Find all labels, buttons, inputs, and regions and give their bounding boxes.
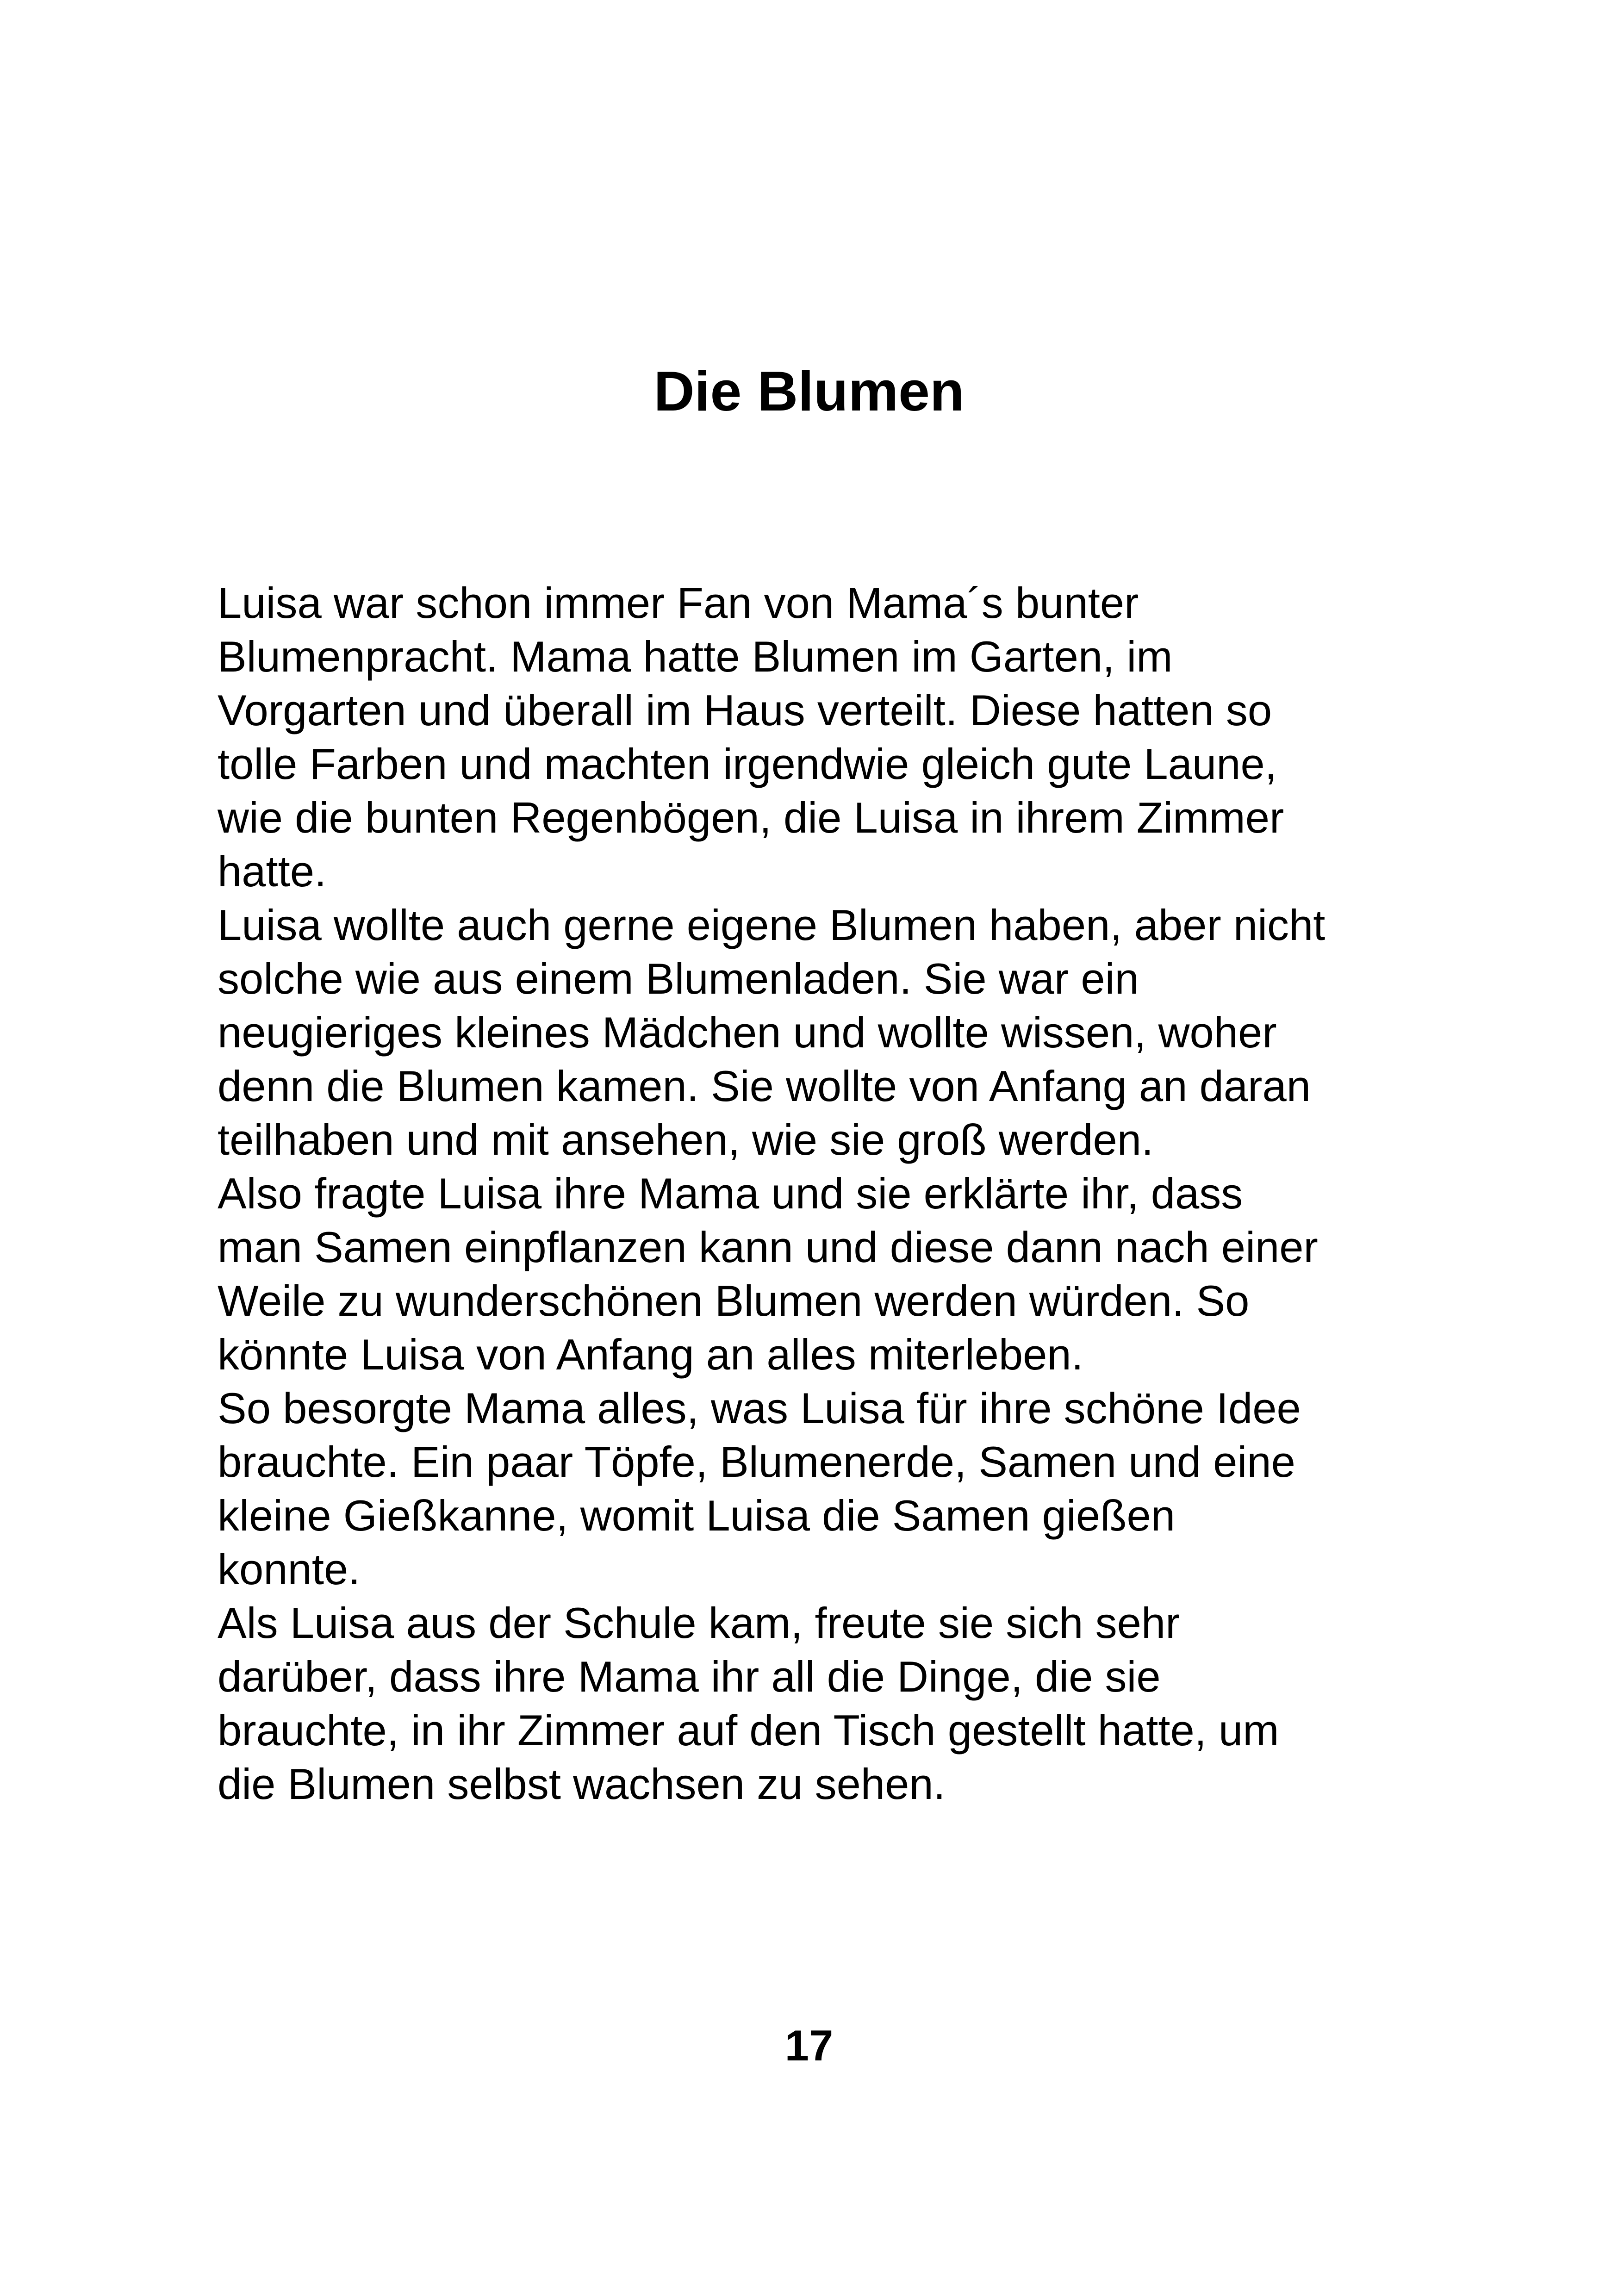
text-line: Weile zu wunderschönen Blumen werden würden. So	[218, 1276, 1250, 1325]
text-line: die Blumen selbst wachsen zu sehen.	[218, 1760, 946, 1808]
text-line: hatte.	[218, 847, 327, 896]
text-line: kleine Gießkanne, womit Luisa die Samen gießen	[218, 1491, 1176, 1540]
text-line: brauchte. Ein paar Töpfe, Blumenerde, Samen und eine	[218, 1437, 1295, 1486]
text-line: könnte Luisa von Anfang an alles miterleben.	[218, 1330, 1083, 1379]
text-line: Luisa wollte auch gerne eigene Blumen haben, aber nicht	[218, 901, 1326, 949]
text-line: Luisa war schon immer Fan von Mama´s bunter	[218, 579, 1139, 627]
text-line: man Samen einpflanzen kann und diese dann nach einer	[218, 1223, 1318, 1271]
text-line: neugieriges kleines Mädchen und wollte wissen, woher	[218, 1008, 1277, 1057]
text-line: wie die bunten Regenbögen, die Luisa in ihrem Zimmer	[218, 793, 1284, 842]
text-line: denn die Blumen kamen. Sie wollte von Anfang an daran	[218, 1062, 1311, 1110]
page-number: 17	[784, 2021, 834, 2070]
text-line: Blumenpracht. Mama hatte Blumen im Garten, im	[218, 632, 1173, 681]
text-line: teilhaben und mit ansehen, wie sie groß werden.	[218, 1115, 1154, 1164]
page-title: Die Blumen	[653, 360, 965, 423]
story-text	[218, 576, 1449, 1811]
text-line: tolle Farben und machten irgendwie gleich gute Laune,	[218, 740, 1277, 788]
text-line: Vorgarten und überall im Haus verteilt. Diese hatten so	[218, 686, 1272, 734]
text-line: brauchte, in ihr Zimmer auf den Tisch gestellt hatte, um	[218, 1706, 1279, 1755]
text-line: solche wie aus einem Blumenladen. Sie war ein	[218, 954, 1139, 1003]
text-line: darüber, dass ihre Mama ihr all die Dinge, die sie	[218, 1652, 1161, 1701]
text-line: So besorgte Mama alles, was Luisa für ihre schöne Idee	[218, 1384, 1301, 1432]
text-line: Also fragte Luisa ihre Mama und sie erklärte ihr, dass	[218, 1169, 1243, 1218]
text-line: konnte.	[218, 1545, 361, 1593]
text-line: Als Luisa aus der Schule kam, freute sie sich sehr	[218, 1599, 1180, 1647]
